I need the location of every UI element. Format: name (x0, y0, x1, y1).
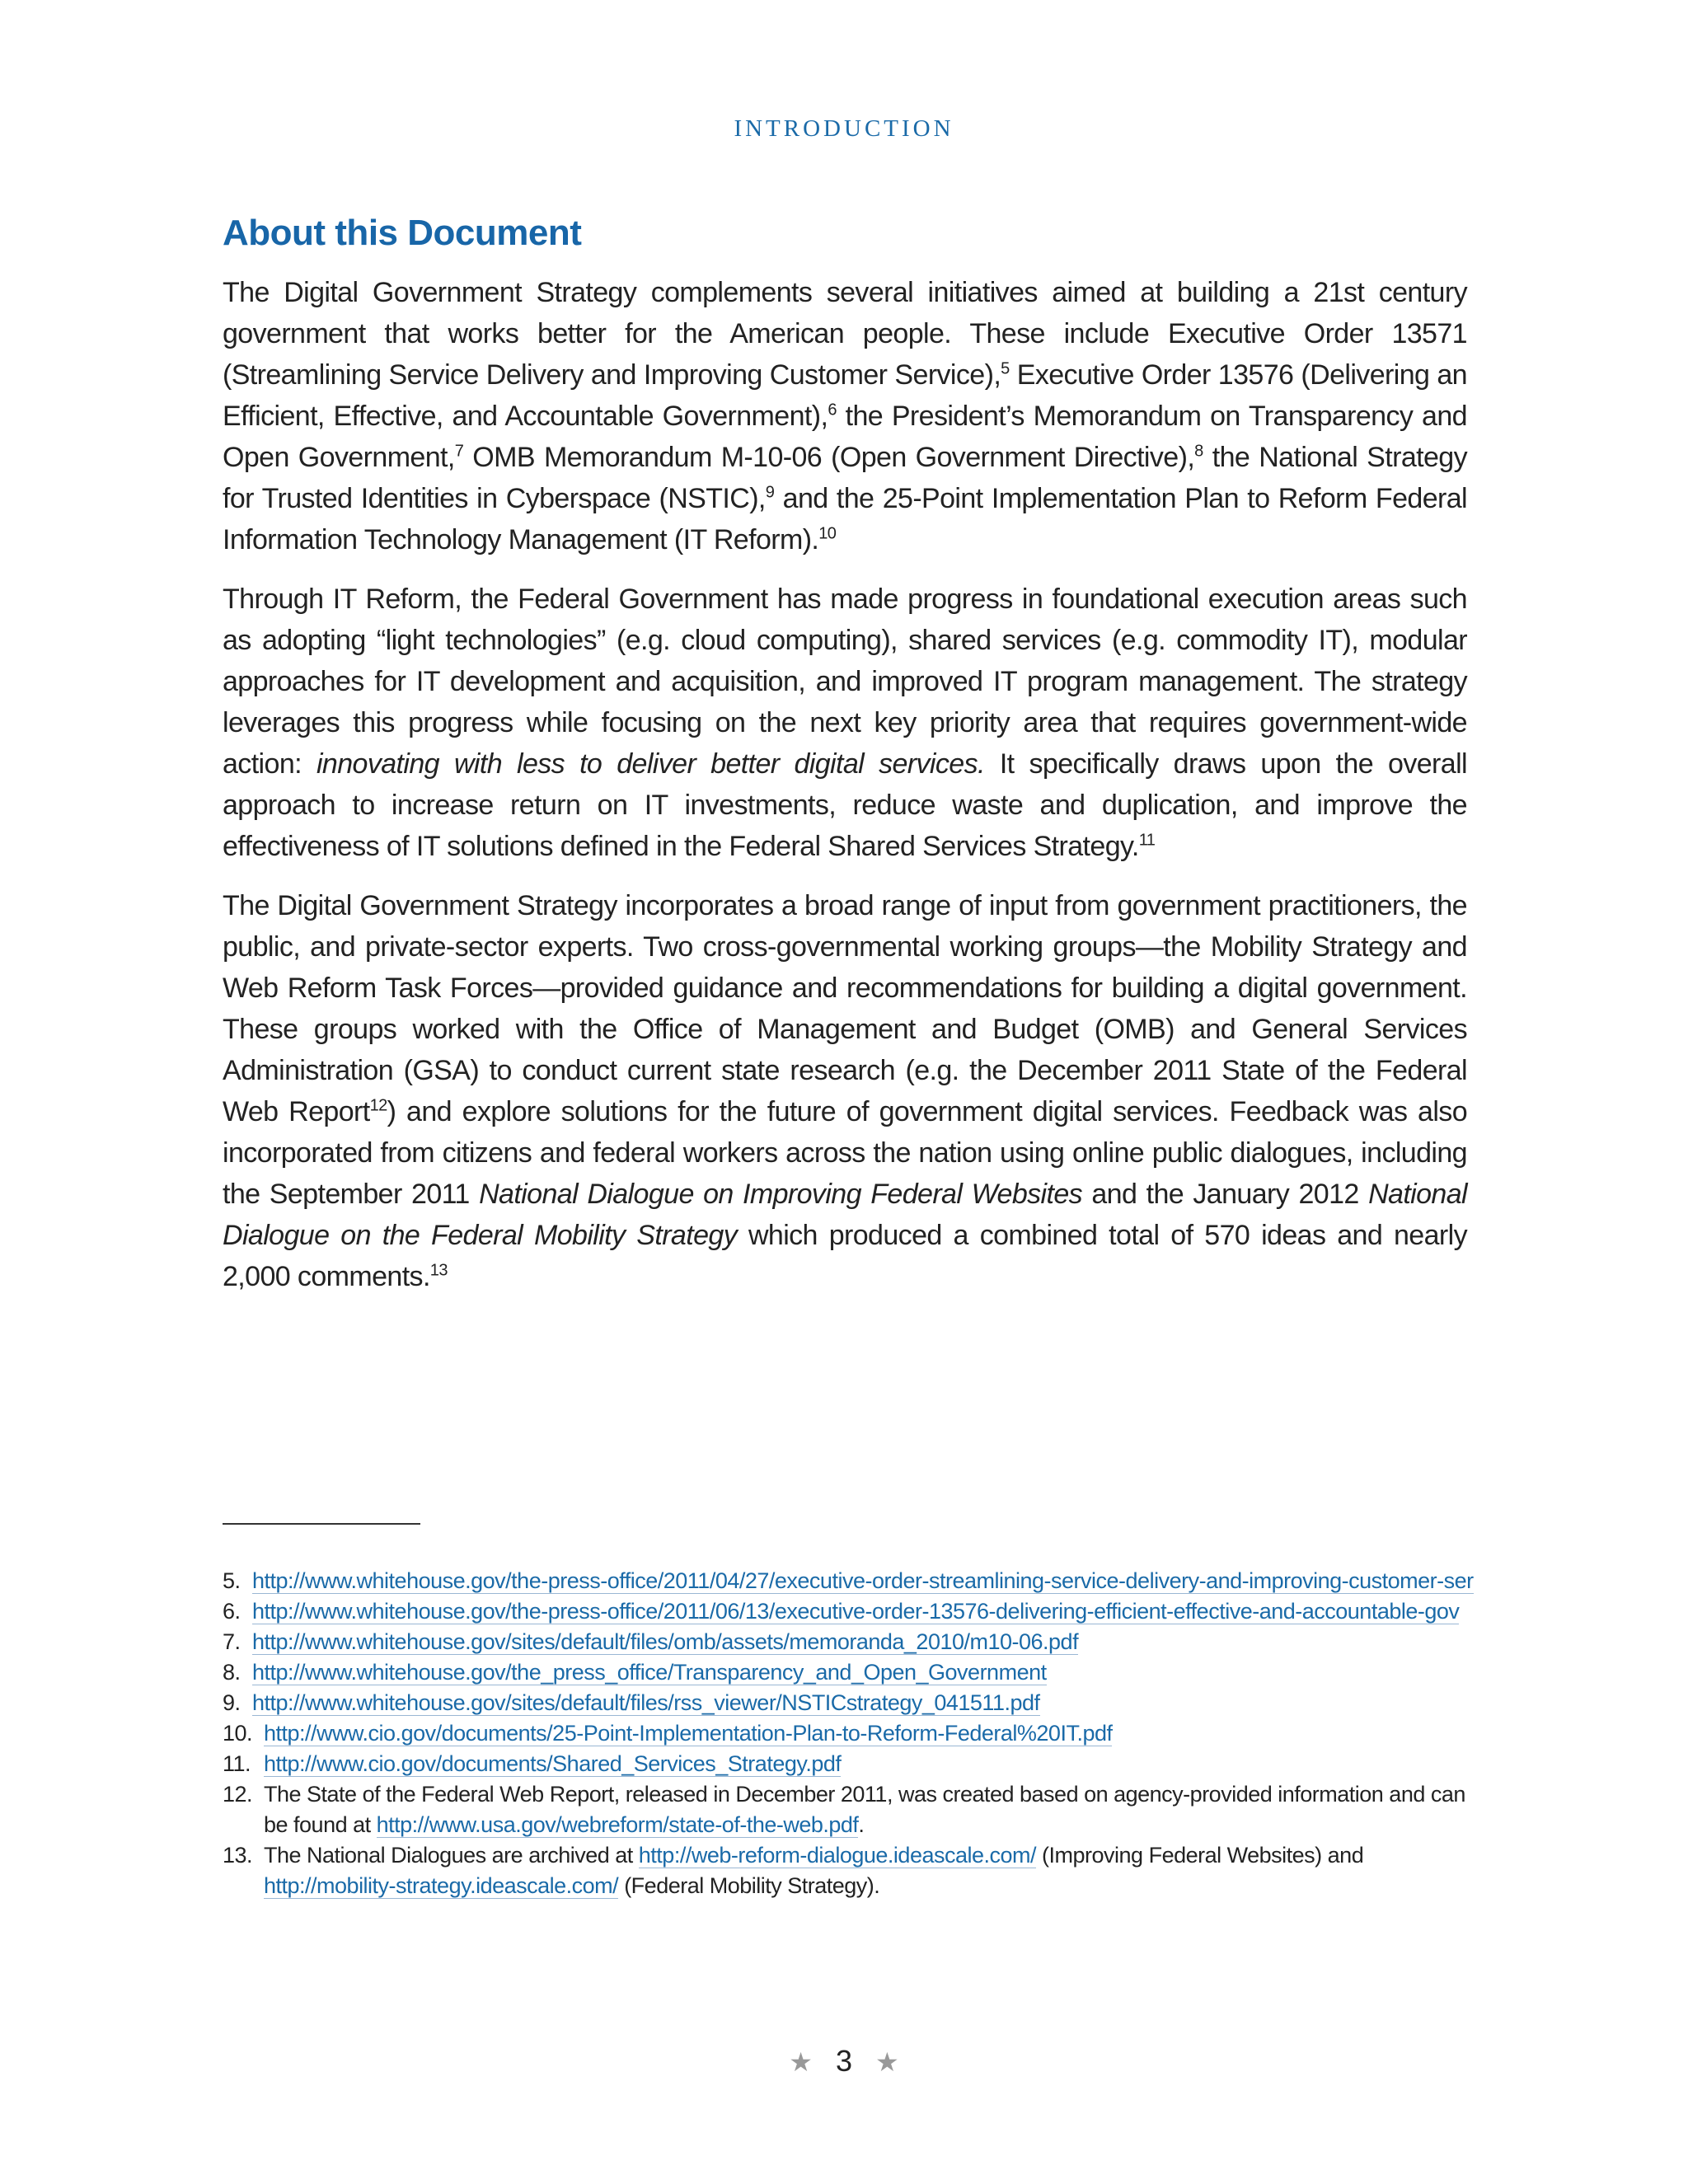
footnote-link[interactable]: http://www.whitehouse.gov/the-press-office/2011/06/13/executive-order-13576-delivering-efficient-effective-and-accountable-gov (252, 1599, 1460, 1624)
footnote-10 (223, 1718, 1475, 1749)
footnote-text: (Federal Mobility Strategy). (618, 1873, 880, 1898)
p2-italic-phrase: innovating with less to deliver better digital services. (316, 748, 985, 780)
footnote-ref-5[interactable]: 5 (1001, 359, 1010, 378)
main-content (223, 213, 1467, 1315)
footnote-link[interactable]: http://mobility-strategy.ideascale.com/ (264, 1873, 619, 1898)
footnote-ref-10[interactable]: 10 (818, 524, 837, 543)
footnote-9 (223, 1688, 1475, 1718)
footnote-link[interactable]: http://www.whitehouse.gov/sites/default/files/omb/assets/memoranda_2010/m10-06.pdf (252, 1629, 1079, 1654)
p2-text-a: Through IT Reform, the Federal Government has made progress in foundational execution areas such as adopting “light technologies” (e.g. cloud computing), shared services (e.g. commodity IT), modular approaches for IT development and acquisition, and improved IT program management. The strategy leverages this progress while focusing on the next key priority area that requires government-wide action: (223, 583, 1467, 780)
p2-text-b: It specifically draws upon the overall approach to increase return on IT investments, reduce waste and duplication, and improve the effectiveness of IT solutions defined in the Federal Shared Services Strategy. (223, 748, 1467, 862)
footnote-text: The National Dialogues are archived at (264, 1843, 639, 1868)
footnote-text: (Improving Federal Websites) and (1036, 1843, 1364, 1868)
footnote-ref-7[interactable]: 7 (454, 442, 464, 461)
p3-text-b: ) and explore solutions for the future of government digital services. Feedback was also incorporated from citizens and federal workers across the nation using online public dialogues, including the September 2011 (223, 1096, 1468, 1210)
paragraph-3 (223, 885, 1467, 1297)
footnote-text: . (858, 1812, 865, 1837)
running-head: INTRODUCTION (734, 115, 954, 142)
footnote-5 (223, 1566, 1475, 1596)
p3-text-c: and the January 2012 (1082, 1179, 1369, 1210)
footnote-number: 6. (223, 1599, 241, 1624)
footnote-number: 13. (223, 1843, 253, 1868)
footnote-7 (223, 1627, 1475, 1657)
p3-text-a: The Digital Government Strategy incorporates a broad range of input from government practitioners, the public, and private-sector experts. Two cross-governmental working groups—the Mobility Strategy and Web Reform Task Forces—provided guidance and recommendations for building a digital government. These groups worked with the Office of Management and Budget (OMB) and General Services Administration (GSA) to conduct current state research (e.g. the December 2011 State of the Federal Web Report (223, 890, 1467, 1127)
p1-text-e: the National Strategy for Trusted Identities in Cyberspace (NSTIC), (223, 442, 1467, 514)
p1-text-c: the President’s Memorandum on Transparency and Open Government, (223, 401, 1467, 473)
p1-text-f: and the 25-Point Implementation Plan to Reform Federal Information Technology Management (IT Reform). (223, 483, 1467, 555)
footnote-6 (223, 1596, 1475, 1627)
footnote-link[interactable]: http://www.whitehouse.gov/the-press-office/2011/04/27/executive-order-streamlining-service-delivery-and-improving-customer-ser (252, 1568, 1474, 1593)
footnote-8 (223, 1657, 1475, 1688)
footnote-ref-11[interactable]: 11 (1138, 831, 1156, 850)
footnote-12 (223, 1779, 1475, 1840)
footnote-number: 9. (223, 1690, 241, 1715)
p1-text-d: OMB Memorandum M-10-06 (Open Government Directive), (463, 442, 1195, 473)
footnote-link[interactable]: http://www.whitehouse.gov/sites/default/files/rss_viewer/NSTICstrategy_041511.pdf (252, 1690, 1040, 1715)
footnotes (223, 1566, 1475, 1901)
footnote-link[interactable]: http://www.whitehouse.gov/the_press_office/Transparency_and_Open_Government (252, 1660, 1047, 1685)
footnote-rule (223, 1523, 420, 1525)
page-number: 3 (835, 2044, 853, 2078)
footnote-number: 12. (223, 1782, 253, 1807)
footnote-number: 11. (223, 1751, 251, 1776)
footnote-ref-8[interactable]: 8 (1194, 442, 1203, 461)
page-footer (0, 2044, 1688, 2079)
p3-italic-websites-dialogue: National Dialogue on Improving Federal Websites (479, 1179, 1083, 1210)
footnote-link[interactable]: http://www.usa.gov/webreform/state-of-the-web.pdf (376, 1812, 859, 1837)
footnote-13 (223, 1840, 1475, 1901)
footnote-ref-13[interactable]: 13 (429, 1261, 448, 1280)
paragraph-1 (223, 272, 1467, 560)
p1-text-a: The Digital Government Strategy complements several initiatives aimed at building a 21st century government that works better for the American people. These include Executive Order 13571 (Streamlining Service Delivery and Improving Customer Service), (223, 277, 1467, 391)
footnote-link[interactable]: http://web-reform-dialogue.ideascale.com/ (638, 1843, 1037, 1868)
footnote-ref-12[interactable]: 12 (369, 1096, 387, 1115)
footnote-number: 10. (223, 1721, 253, 1746)
paragraph-2 (223, 579, 1467, 867)
footnote-ref-9[interactable]: 9 (765, 483, 775, 502)
footnote-11 (223, 1749, 1475, 1779)
section-title: About this Document (223, 213, 582, 253)
footnote-ref-6[interactable]: 6 (828, 401, 837, 419)
p3-text-d: which produced a combined total of 570 ideas and nearly 2,000 comments. (223, 1220, 1467, 1292)
footnote-number: 8. (223, 1660, 241, 1685)
footnote-link[interactable]: http://www.cio.gov/documents/Shared_Services_Strategy.pdf (264, 1751, 842, 1776)
footnote-text: The State of the Federal Web Report, released in December 2011, was created based on agency-provided information and can be found at (264, 1782, 1465, 1837)
footnote-number: 5. (223, 1568, 241, 1593)
p1-text-b: Executive Order 13576 (Delivering an Efficient, Effective, and Accountable Government), (223, 359, 1467, 432)
footnote-number: 7. (223, 1629, 241, 1654)
star-icon: ★ (875, 2047, 899, 2077)
star-icon: ★ (789, 2047, 813, 2077)
p3-italic-mobility-dialogue: National Dialogue on the Federal Mobility Strategy (223, 1179, 1468, 1251)
footnote-link[interactable]: http://www.cio.gov/documents/25-Point-Implementation-Plan-to-Reform-Federal%20IT.pdf (264, 1721, 1113, 1746)
